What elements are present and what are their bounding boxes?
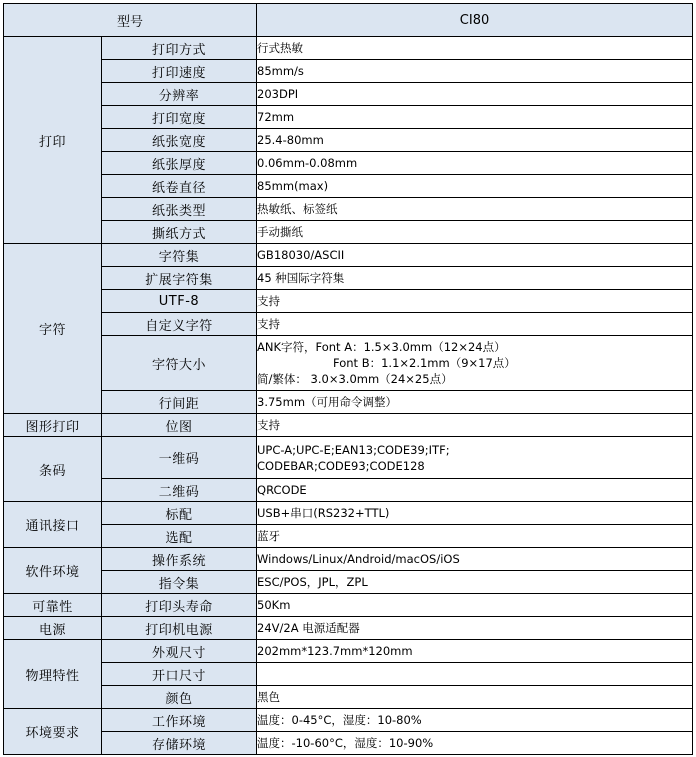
table-row (4, 244, 693, 267)
category-cell: 打印 (4, 37, 102, 244)
spec-label: 存储环境 (102, 732, 257, 755)
table-row (4, 502, 693, 525)
spec-label: 二维码 (102, 479, 257, 502)
spec-value: 温度：0-45°C，湿度：10-80% (257, 709, 693, 732)
table-row (4, 290, 693, 313)
barcode-line: CODEBAR;CODE93;CODE128 (257, 458, 425, 473)
spec-label: 打印机电源 (102, 617, 257, 640)
header-row (4, 4, 693, 37)
table-row (4, 594, 693, 617)
spec-value: 热敏纸、标签纸 (257, 198, 693, 221)
table-row (4, 391, 693, 414)
spec-label: 自定义字符 (102, 313, 257, 336)
spec-value: 72mm (257, 106, 693, 129)
table-row (4, 414, 693, 437)
table-row (4, 663, 693, 686)
table-row (4, 548, 693, 571)
spec-label: 分辨率 (102, 83, 257, 106)
table-row (4, 175, 693, 198)
table-row (4, 709, 693, 732)
spec-value: Windows/Linux/Android/macOS/iOS (257, 548, 693, 571)
spec-label: 一维码 (102, 437, 257, 479)
spec-table (3, 3, 693, 755)
spec-label: UTF-8 (102, 290, 257, 313)
spec-label: 指令集 (102, 571, 257, 594)
spec-label: 纸张类型 (102, 198, 257, 221)
spec-value: 24V/2A 电源适配器 (257, 617, 693, 640)
spec-label: 打印速度 (102, 60, 257, 83)
spec-value: 203DPI (257, 83, 693, 106)
table-row (4, 60, 693, 83)
spec-label: 标配 (102, 502, 257, 525)
spec-label: 行间距 (102, 391, 257, 414)
barcode-line: UPC-A;UPC-E;EAN13;CODE39;ITF; (257, 442, 450, 457)
table-row (4, 640, 693, 663)
spec-value: 温度：-10-60°C，湿度：10-90% (257, 732, 693, 755)
spec-value: 50Km (257, 594, 693, 617)
char-size-line: 简/繁体： 3.0×3.0mm（24×25点） (257, 372, 453, 386)
spec-label: 颜色 (102, 686, 257, 709)
spec-value: 支持 (257, 313, 693, 336)
category-cell: 条码 (4, 437, 102, 502)
spec-label: 打印方式 (102, 37, 257, 60)
spec-value: 手动撕纸 (257, 221, 693, 244)
table-row (4, 267, 693, 290)
spec-label: 打印宽度 (102, 106, 257, 129)
spec-label: 纸张厚度 (102, 152, 257, 175)
spec-value: 25.4-80mm (257, 129, 693, 152)
table-row (4, 686, 693, 709)
table-row (4, 37, 693, 60)
category-cell: 通讯接口 (4, 502, 102, 548)
table-row (4, 198, 693, 221)
spec-value: ESC/POS，JPL，ZPL (257, 571, 693, 594)
spec-label: 开口尺寸 (102, 663, 257, 686)
spec-value: 85mm(max) (257, 175, 693, 198)
table-row (4, 221, 693, 244)
spec-value: 蓝牙 (257, 525, 693, 548)
table-row (4, 437, 693, 479)
table-row (4, 525, 693, 548)
spec-value: 支持 (257, 414, 693, 437)
spec-value: 支持 (257, 290, 693, 313)
spec-label: 打印头寿命 (102, 594, 257, 617)
category-cell: 物理特性 (4, 640, 102, 709)
spec-value: 202mm*123.7mm*120mm (257, 640, 693, 663)
spec-label: 字符集 (102, 244, 257, 267)
table-row (4, 479, 693, 502)
table-row (4, 313, 693, 336)
spec-label: 纸卷直径 (102, 175, 257, 198)
spec-value (257, 663, 693, 686)
spec-label: 撕纸方式 (102, 221, 257, 244)
spec-label: 外观尺寸 (102, 640, 257, 663)
category-cell: 环境要求 (4, 709, 102, 755)
spec-label: 纸张宽度 (102, 129, 257, 152)
char-size-line: Font B：1.1×2.1mm（9×17点） (333, 356, 516, 370)
spec-value: QRCODE (257, 479, 693, 502)
table-row (4, 83, 693, 106)
spec-value: GB18030/ASCII (257, 244, 693, 267)
table-row (4, 571, 693, 594)
spec-value: 黑色 (257, 686, 693, 709)
spec-label: 字符大小 (102, 336, 257, 391)
table-row (4, 129, 693, 152)
char-size-line: ANK字符，Font A：1.5×3.0mm（12×24点） (257, 340, 506, 354)
spec-value: 3.75mm（可用命令调整） (257, 391, 693, 414)
spec-label: 扩展字符集 (102, 267, 257, 290)
table-row (4, 732, 693, 755)
spec-value: USB+串口(RS232+TTL) (257, 502, 693, 525)
spec-label: 选配 (102, 525, 257, 548)
table-row (4, 617, 693, 640)
spec-label: 工作环境 (102, 709, 257, 732)
table-row (4, 106, 693, 129)
spec-value: 0.06mm-0.08mm (257, 152, 693, 175)
table-row (4, 152, 693, 175)
category-cell: 字符 (4, 244, 102, 414)
category-cell: 软件环境 (4, 548, 102, 594)
category-cell: 电源 (4, 617, 102, 640)
header-model-value: CI80 (257, 4, 693, 37)
spec-value (257, 336, 693, 391)
spec-label: 操作系统 (102, 548, 257, 571)
spec-value: 85mm/s (257, 60, 693, 83)
category-cell: 图形打印 (4, 414, 102, 437)
spec-value: 行式热敏 (257, 37, 693, 60)
category-cell: 可靠性 (4, 594, 102, 617)
spec-label: 位图 (102, 414, 257, 437)
spec-value (257, 437, 693, 479)
header-model-label: 型号 (4, 4, 257, 37)
table-row (4, 336, 693, 391)
spec-value: 45 种国际字符集 (257, 267, 693, 290)
